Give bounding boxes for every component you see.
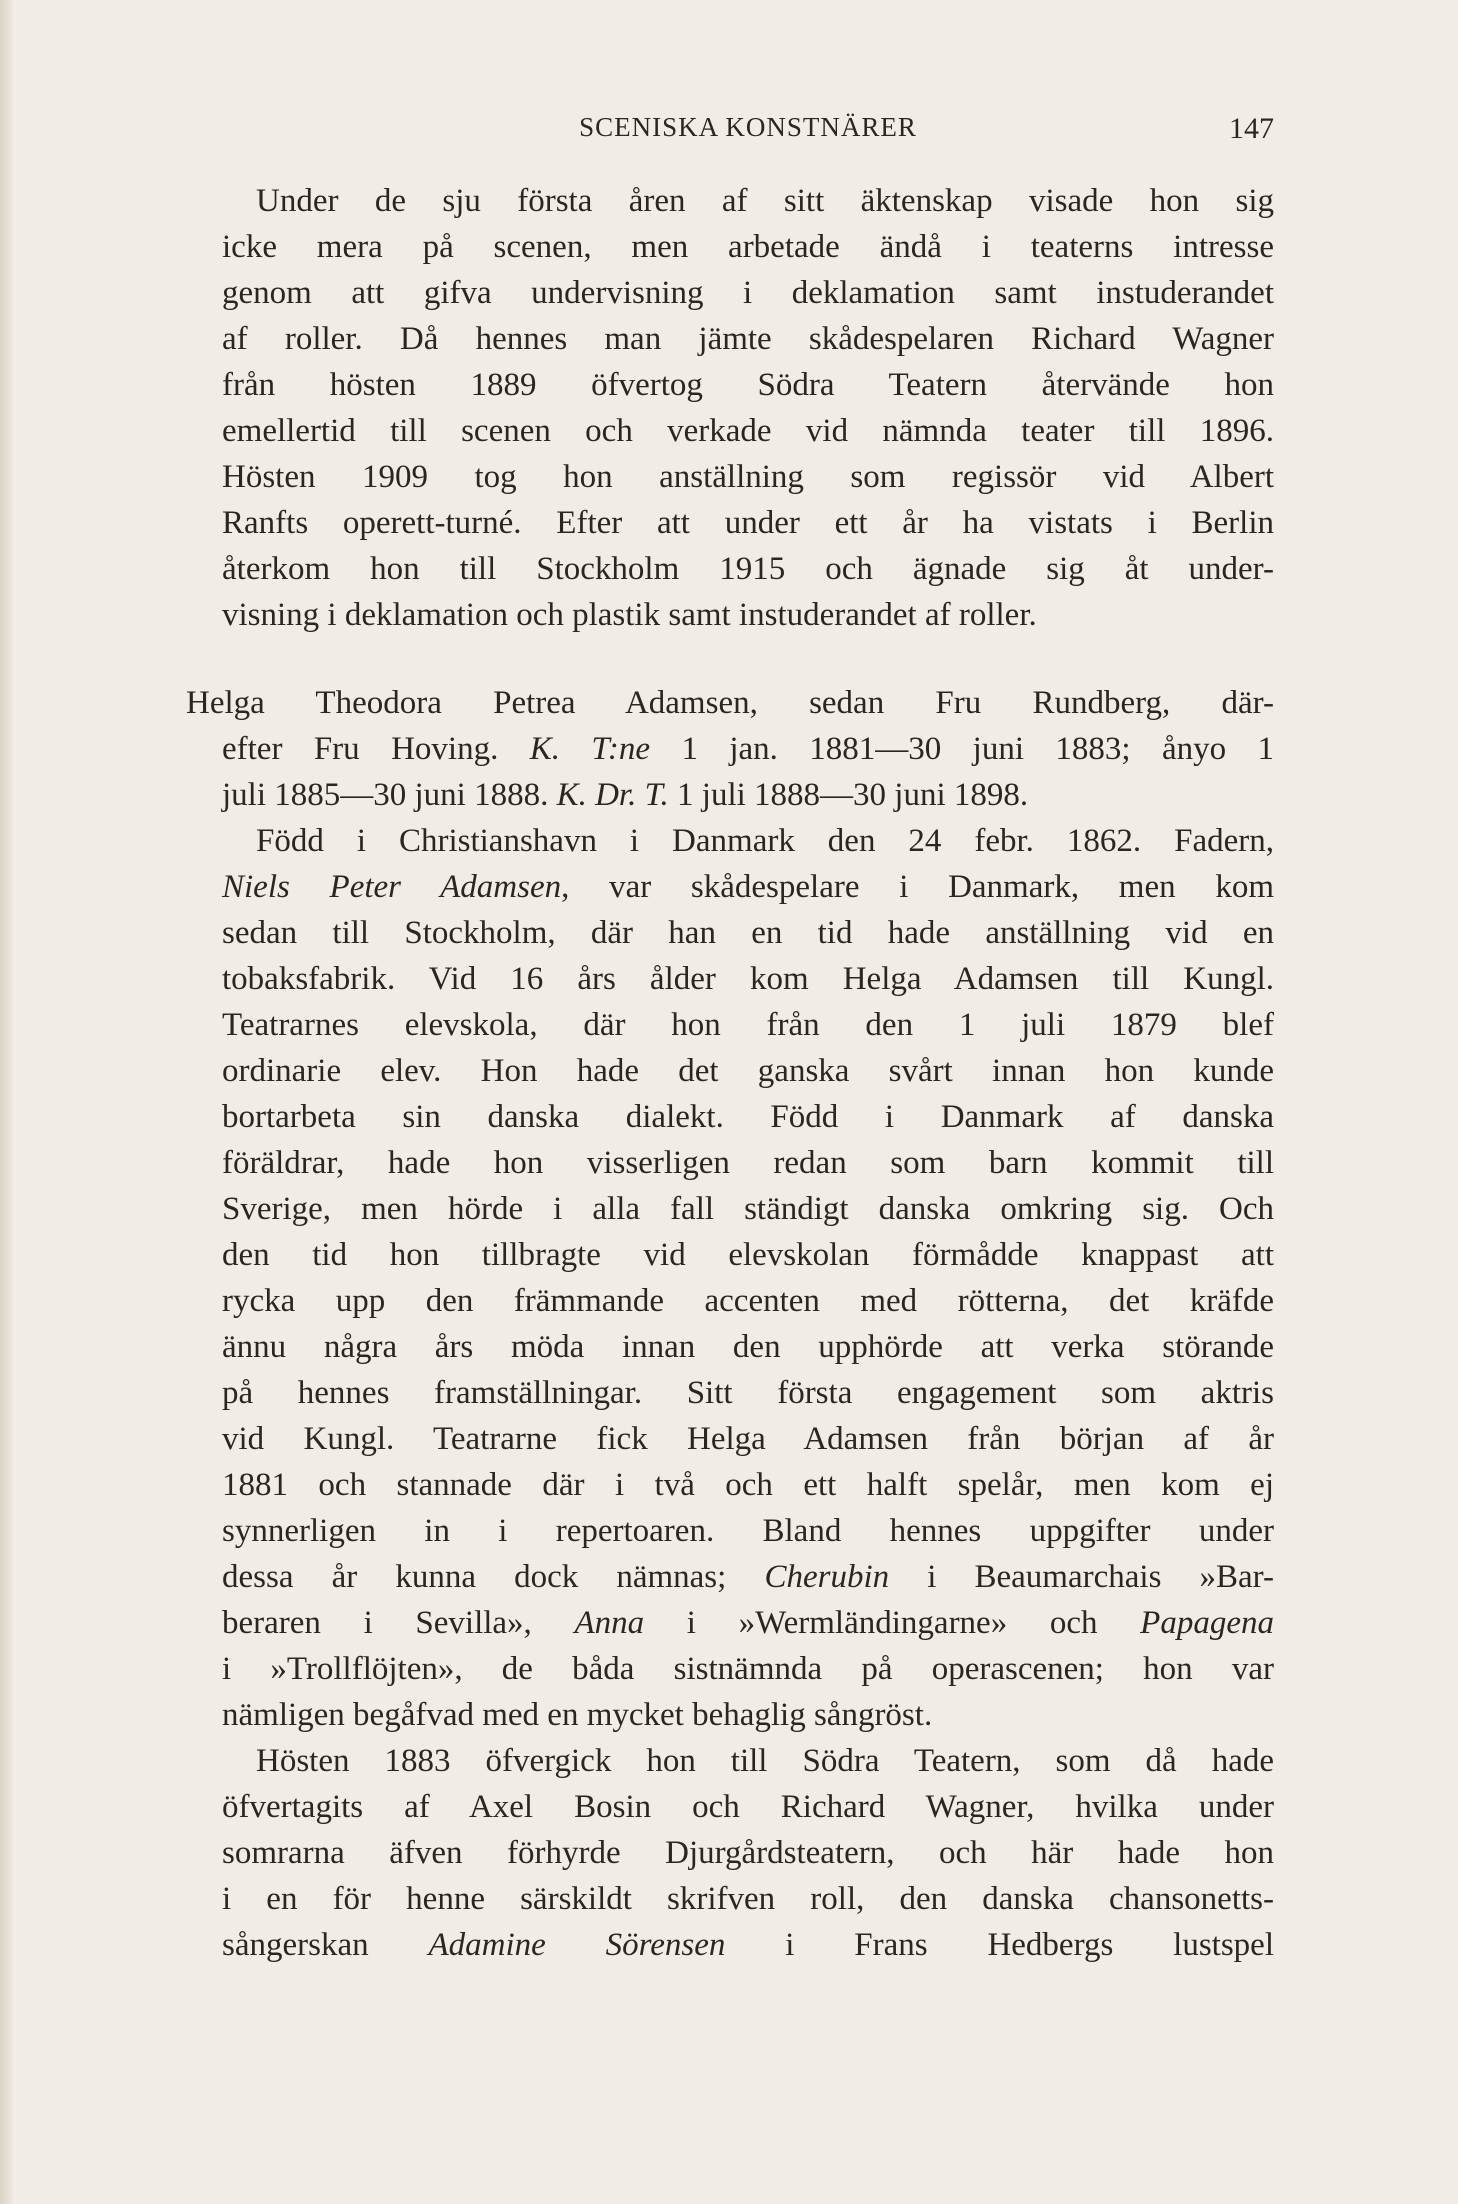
text-line: dessa år kunna dock nämnas; Cherubin i Beaumarchais »Bar- — [222, 1559, 1274, 1595]
running-title: SCENISKA KONSTNÄRER — [579, 112, 917, 142]
text-line: Niels Peter Adamsen, var skådespelare i Danmark, men kom — [222, 869, 1275, 905]
text-line: sångerskan Adamine Sörensen i Frans Hedbergs lustspel — [222, 1927, 1274, 1963]
text-line: återkom hon till Stockholm 1915 och ägnade sig åt under- — [222, 551, 1274, 587]
text-line: af roller. Då hennes man jämte skådespelaren Richard Wagner — [222, 321, 1274, 357]
text-line: ordinarie elev. Hon hade det ganska svårt innan hon kunde — [222, 1053, 1274, 1089]
text-line: Teatrarnes elevskola, där hon från den 1 juli 1879 blef — [222, 1007, 1274, 1043]
text-line: tobaksfabrik. Vid 16 års ålder kom Helga Adamsen till Kungl. — [222, 961, 1274, 997]
text-line: 1881 och stannade där i två och ett halft spelår, men kom ej — [222, 1467, 1274, 1503]
text-line: somrarna äfven förhyrde Djurgårdsteatern, och här hade hon — [222, 1835, 1274, 1871]
text-line: ännu några års möda innan den upphörde att verka störande — [222, 1329, 1274, 1365]
text-line: från hösten 1889 öfvertog Södra Teatern återvände hon — [222, 367, 1274, 403]
text-line: rycka upp den främmande accenten med rötterna, det kräfde — [222, 1283, 1274, 1319]
text-line: i »Trollflöjten», de båda sistnämnda på operascenen; hon var — [222, 1651, 1274, 1687]
text-line: föräldrar, hade hon visserligen redan som barn kommit till — [222, 1145, 1274, 1181]
text-line: Hösten 1909 tog hon anställning som regissör vid Albert — [222, 459, 1274, 495]
text-line: nämligen begåfvad med en mycket behaglig sångröst. — [222, 1697, 933, 1733]
text-line: genom att gifva undervisning i deklamation samt instuderandet — [222, 275, 1274, 311]
text-line: den tid hon tillbragte vid elevskolan förmådde knappast att — [222, 1237, 1274, 1273]
text-line: Hösten 1883 öfvergick hon till Södra Teatern, som då hade — [256, 1743, 1274, 1779]
text-line: bortarbeta sin danska dialekt. Född i Danmark af danska — [222, 1099, 1274, 1135]
text-line: sedan till Stockholm, där han en tid hade anställning vid en — [222, 915, 1274, 951]
page-header — [222, 112, 1274, 152]
text-line: på hennes framställningar. Sitt första engagement som aktris — [222, 1375, 1274, 1411]
page-edge — [0, 0, 14, 2204]
text-line: Ranfts operett-turné. Efter att under ett år ha vistats i Berlin — [222, 505, 1274, 541]
text-line: Under de sju första åren af sitt äktenskap visade hon sig — [256, 183, 1274, 219]
text-line: emellertid till scenen och verkade vid nämnda teater till 1896. — [222, 413, 1274, 449]
entry-heading-line: Helga Theodora Petrea Adamsen, sedan Fru Rundberg, där- — [186, 685, 1274, 721]
text-line: vid Kungl. Teatrarne fick Helga Adamsen från början af år — [222, 1421, 1274, 1457]
text-line: beraren i Sevilla», Anna i »Wermländingarne» och Papagena — [222, 1605, 1274, 1641]
text-line: Sverige, men hörde i alla fall ständigt danska omkring sig. Och — [222, 1191, 1274, 1227]
text-line: Född i Christianshavn i Danmark den 24 febr. 1862. Fadern, — [256, 823, 1274, 859]
text-line: icke mera på scenen, men arbetade ändå i teaterns intresse — [222, 229, 1274, 265]
page-number: 147 — [1229, 112, 1274, 145]
entry-heading-line: efter Fru Hoving. K. T:ne 1 jan. 1881—30 juni 1883; ånyo 1 — [222, 731, 1274, 767]
text-line: i en för henne särskildt skrifven roll, den danska chansonetts- — [222, 1881, 1274, 1917]
text-line: synnerligen in i repertoaren. Bland hennes uppgifter under — [222, 1513, 1274, 1549]
entry-heading-line: juli 1885—30 juni 1888. K. Dr. T. 1 juli 1888—30 juni 1898. — [222, 777, 1029, 813]
text-line: öfvertagits af Axel Bosin och Richard Wagner, hvilka under — [222, 1789, 1274, 1825]
text-line: visning i deklamation och plastik samt instuderandet af roller. — [222, 597, 1037, 633]
